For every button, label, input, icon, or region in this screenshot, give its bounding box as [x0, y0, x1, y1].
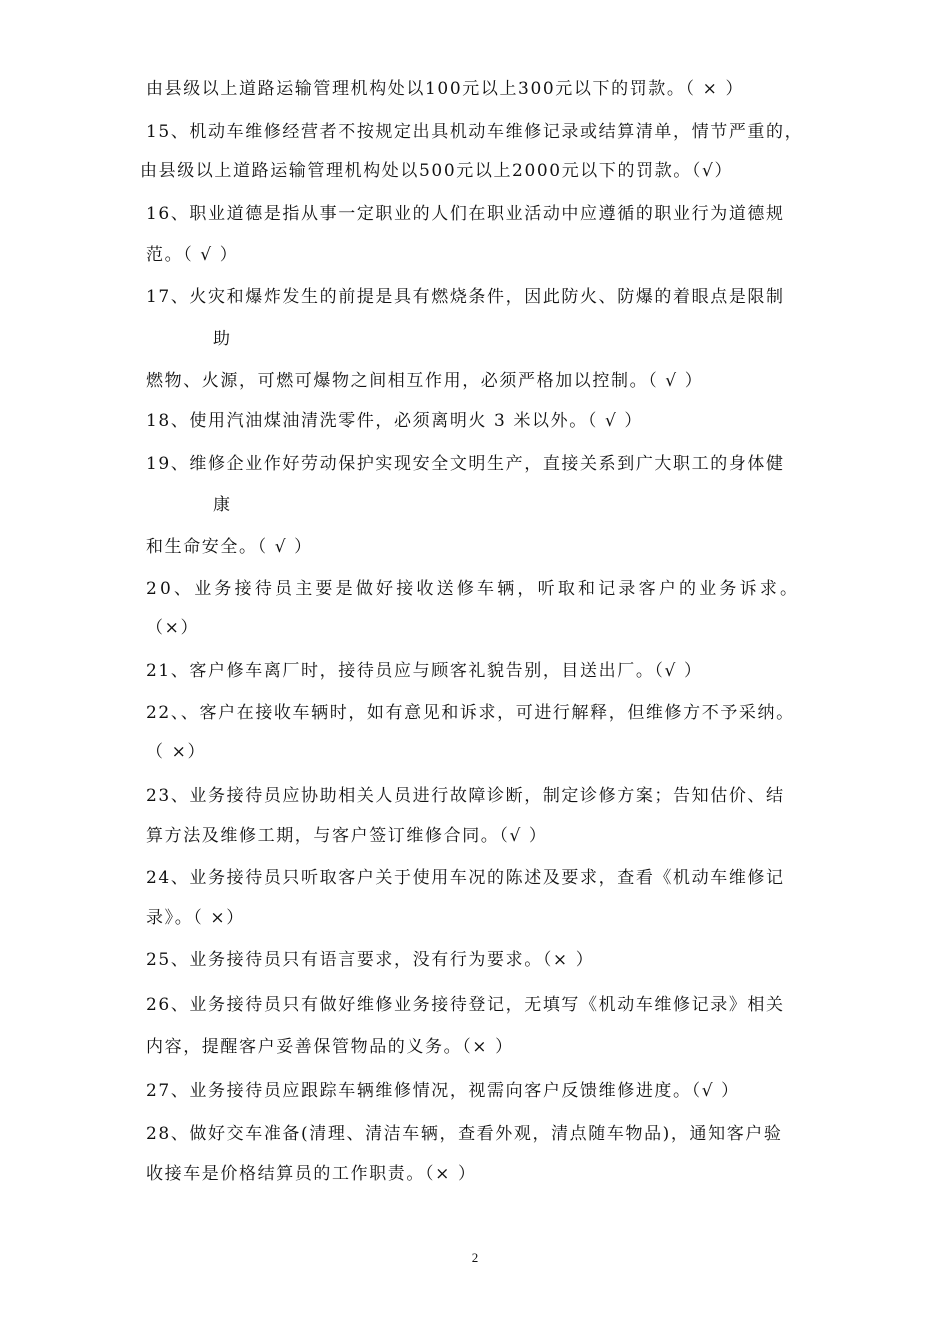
text-line: 内容，提醒客户妥善保管物品的义务。（× ）: [146, 1037, 514, 1057]
text-line: 21、客户修车离厂时，接待员应与顾客礼貌告别，目送出厂。（√ ）: [146, 661, 703, 681]
text-line: 算方法及维修工期，与客户签订维修合同。（√ ）: [146, 826, 548, 846]
text-line: 15、机动车维修经营者不按规定出具机动车维修记录或结算清单，情节严重的，: [146, 122, 804, 142]
text-line: 24、业务接待员只听取客户关于使用车况的陈述及要求，查看《机动车维修记: [146, 868, 785, 888]
text-line: 助: [213, 329, 232, 349]
page-number: 2: [471, 1250, 479, 1265]
text-line: 25、业务接待员只有语言要求，没有行为要求。（× ）: [146, 950, 595, 970]
text-line: 22、、客户在接收车辆时，如有意见和诉求，可进行解释，但维修方不予采纳。: [146, 703, 795, 723]
text-line: 20、业务接待员主要是做好接收送修车辆，听取和记录客户的业务诉求。: [146, 579, 801, 599]
text-line: 康: [213, 495, 232, 515]
text-line: 17、火灾和爆炸发生的前提是具有燃烧条件，因此防火、防爆的着眼点是限制: [146, 287, 785, 307]
text-line: 收接车是价格结算员的工作职责。（× ）: [146, 1164, 477, 1184]
text-line: 16、职业道德是指从事一定职业的人们在职业活动中应遵循的职业行为道德规: [146, 204, 785, 224]
text-line: 18、使用汽油煤油清洗零件，必须离明火 3 米以外。（ √ ）: [146, 411, 643, 431]
text-line: 19、维修企业作好劳动保护实现安全文明生产，直接关系到广大职工的身体健: [146, 454, 785, 474]
text-line: （ ×）: [146, 742, 207, 762]
text-line: 录》。（ ×）: [146, 908, 245, 928]
text-line: 燃物、火源，可燃可爆物之间相互作用，必须严格加以控制。（ √ ）: [146, 371, 704, 391]
text-line: 27、业务接待员应跟踪车辆维修情况，视需向客户反馈维修进度。（√ ）: [146, 1081, 740, 1101]
text-line: 和生命安全。（ √ ）: [146, 537, 313, 557]
text-line: 26、业务接待员只有做好维修业务接待登记，无填写《机动车维修记录》相关: [146, 995, 785, 1015]
text-line: （×）: [146, 618, 200, 638]
text-line: 23、业务接待员应协助相关人员进行故障诊断，制定诊修方案；告知估价、结: [146, 786, 785, 806]
text-line: 28、做好交车准备(清理、清洁车辆，查看外观，清点随车物品)，通知客户验: [146, 1124, 783, 1144]
text-line: 范。（ √ ）: [146, 245, 239, 265]
text-line: 由县级以上道路运输管理机构处以500元以上2000元以下的罚款。（√）: [140, 161, 734, 181]
text-line: 由县级以上道路运输管理机构处以100元以上300元以下的罚款。（ × ）: [146, 79, 745, 99]
